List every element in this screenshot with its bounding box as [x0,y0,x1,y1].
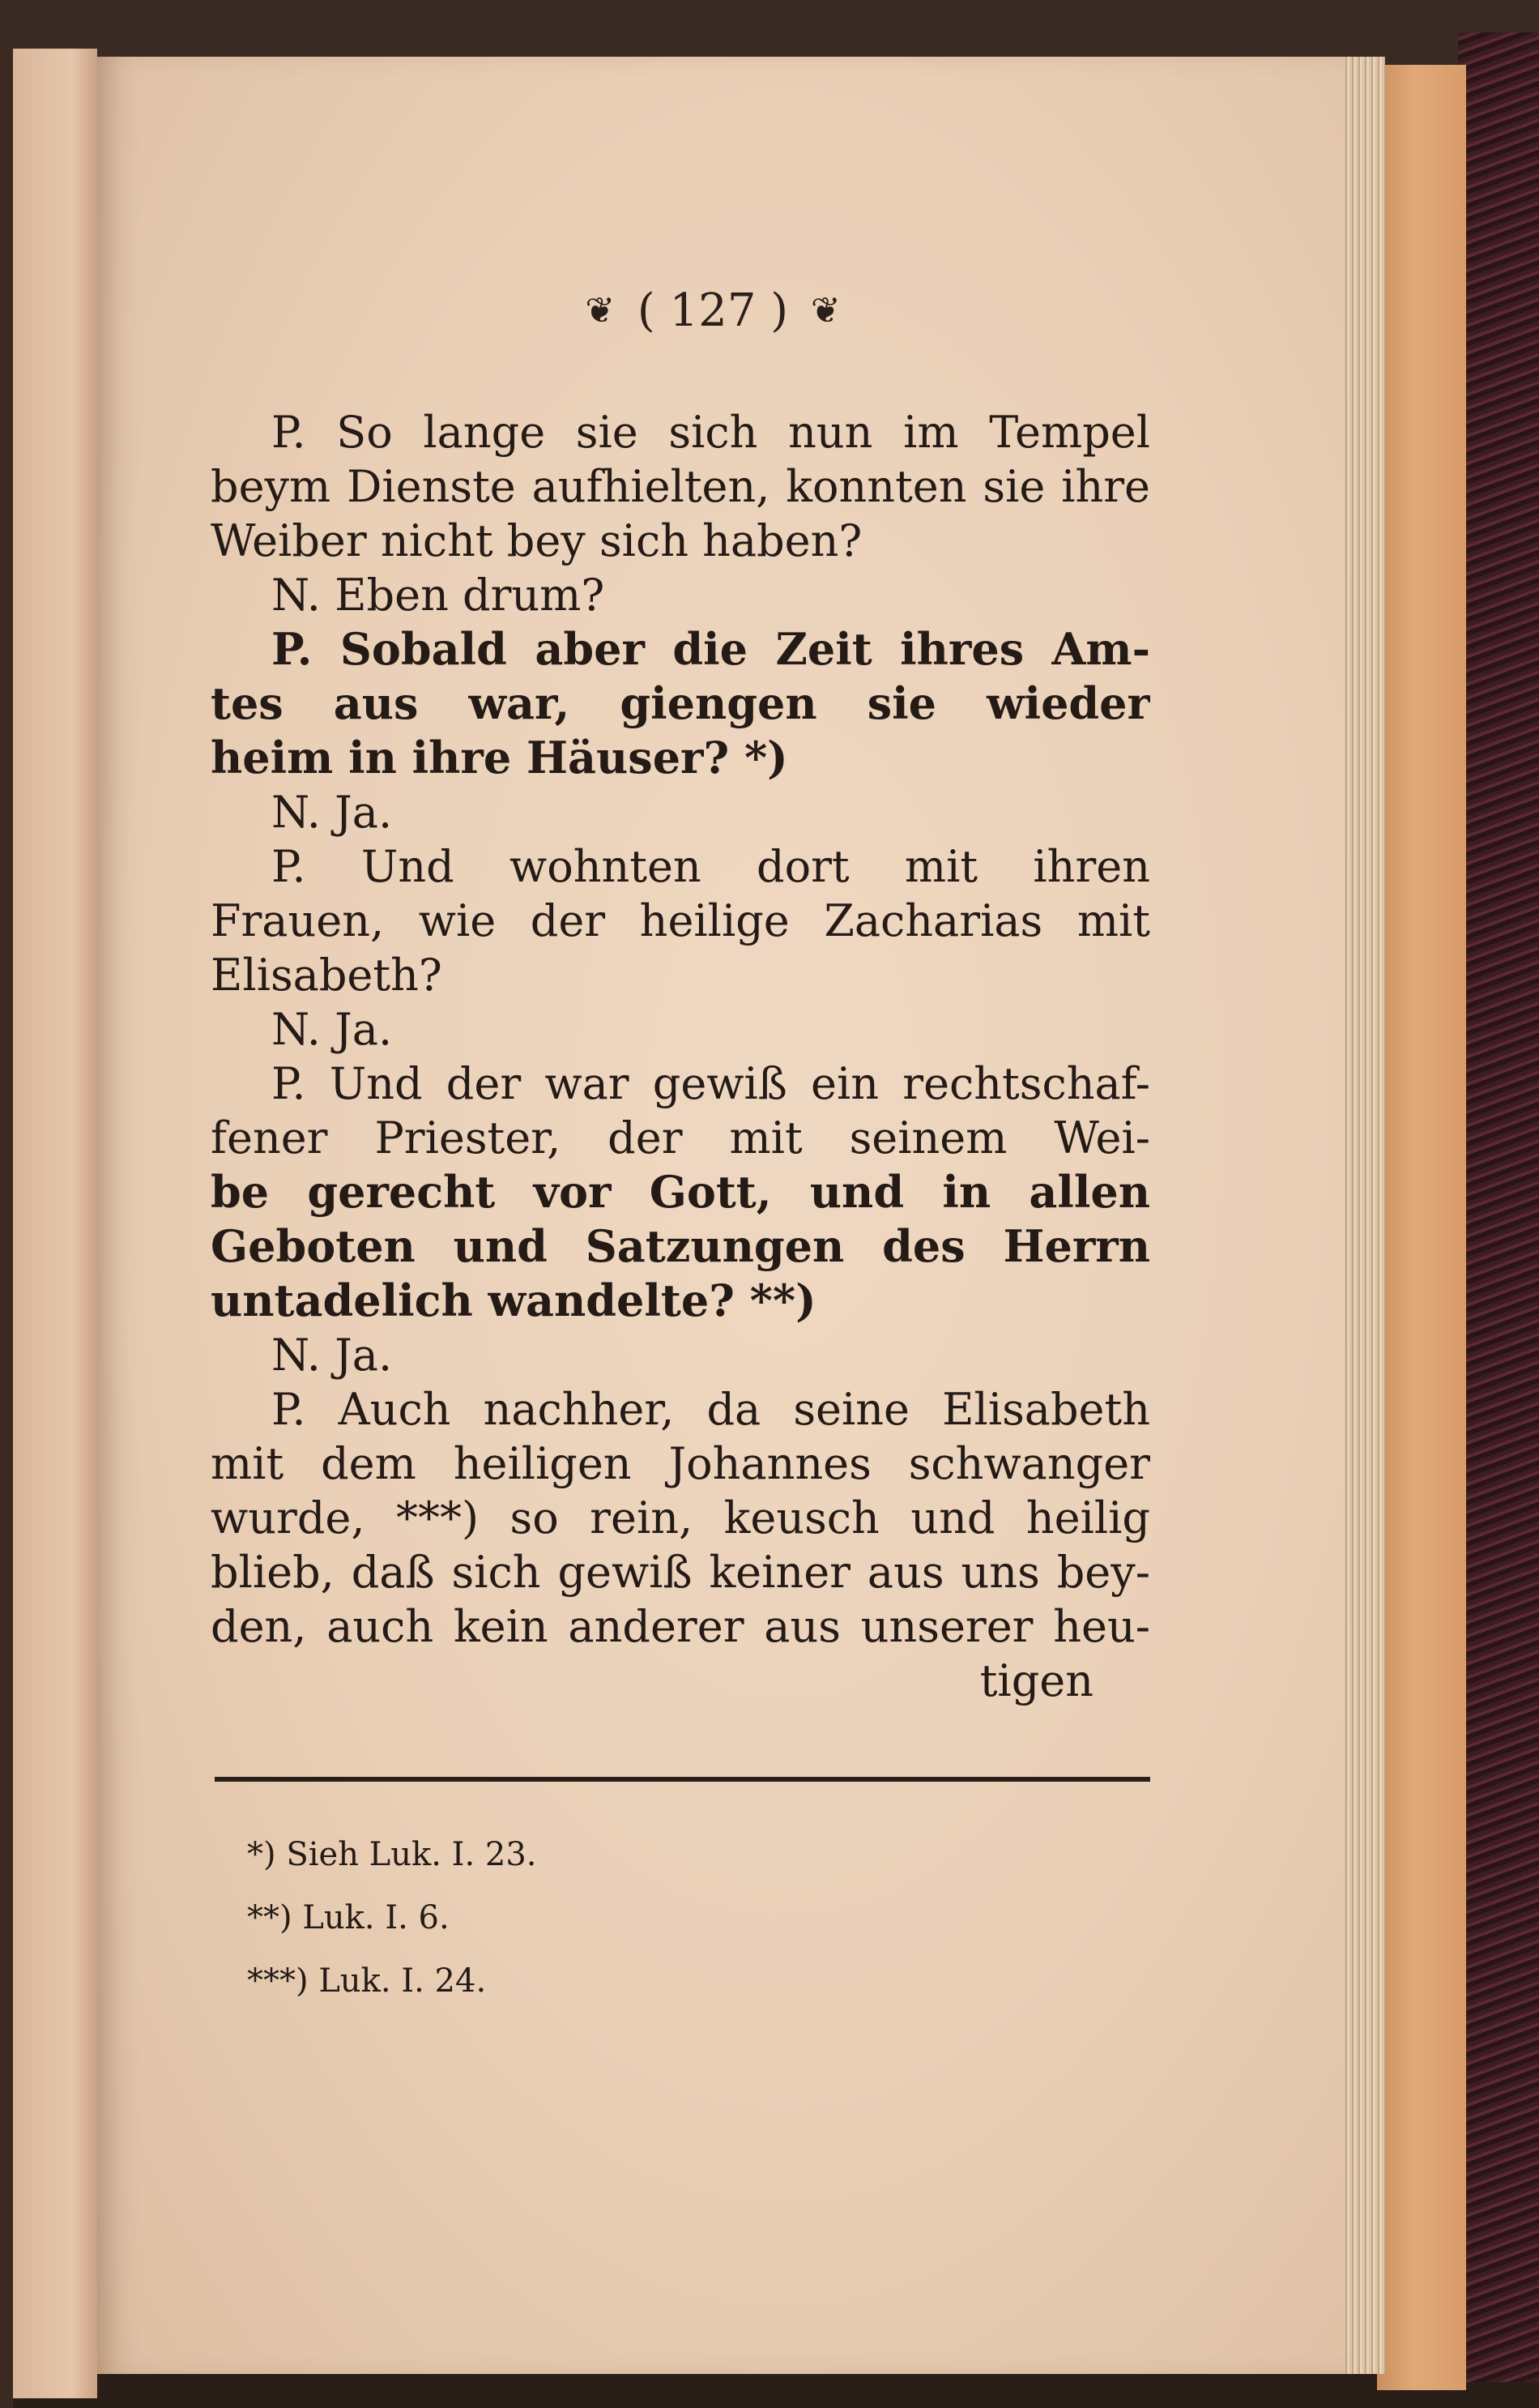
text-line: be gerecht vor Gott, und in allen [211,1166,1150,1218]
footnotes [247,1823,814,2013]
right-flower-ornament-icon: ❦ [810,289,841,331]
text-line: P. Und der war gewiß ein rechtschaf- [271,1058,1150,1109]
text-line: heim in ihre Häuser? *) [211,732,788,783]
text-line: N. Ja. [271,1004,393,1055]
text-line: N. Ja. [271,787,393,838]
page-number: ( 127 ) [637,284,789,337]
text-line: wurde, ***) so rein, keusch und heilig [211,1492,1150,1543]
body-text [211,405,1150,1708]
book-binding-left [0,0,13,2408]
text-line: tes aus war, giengen sie wieder [211,677,1150,729]
text-line: blieb, daß sich gewiß keiner aus uns bey- [211,1547,1150,1598]
text-line: P. Sobald aber die Zeit ihres Am- [271,623,1150,675]
text-line: Weiber nicht bey sich haben? [211,515,863,566]
text-line: untadelich wandelte? **) [211,1274,816,1326]
text-line: P. Und wohnten dort mit ihren [271,841,1150,892]
text-line: fener Priester, der mit seinem Wei- [211,1112,1150,1163]
page-header [535,263,891,352]
book-page [97,57,1345,2374]
text-line: N. Ja. [271,1330,393,1381]
footnote: *) Sieh Luk. I. 23. [247,1836,537,1873]
text-line: mit dem heiligen Johannes schwanger [211,1438,1150,1489]
text-line: Geboten und Satzungen des Herrn [211,1220,1150,1272]
text-line: Elisabeth? [211,950,442,1001]
text-line: Frauen, wie der heilige Zacharias mit [211,895,1150,946]
text-line: P. So lange sie sich nun im Tempel [271,407,1150,458]
left-flower-ornament-icon: ❦ [585,289,616,331]
book-cover-right [1458,32,1539,2382]
footnote-divider [215,1777,1150,1782]
endpaper [1377,65,1466,2390]
footnote: ***) Luk. I. 24. [247,1962,487,2000]
text-line: P. Auch nachher, da seine Elisabeth [271,1384,1150,1435]
footnote: **) Luk. I. 6. [247,1899,450,1936]
text-line: N. Eben drum? [271,570,605,621]
catchword: tigen [979,1655,1094,1706]
text-line: den, auch kein anderer aus unserer heu- [211,1601,1150,1652]
book-binding-top [0,0,1539,65]
text-line: beym Dienste aufhielten, konnten sie ihre [211,461,1150,512]
previous-page-edge [13,49,97,2398]
